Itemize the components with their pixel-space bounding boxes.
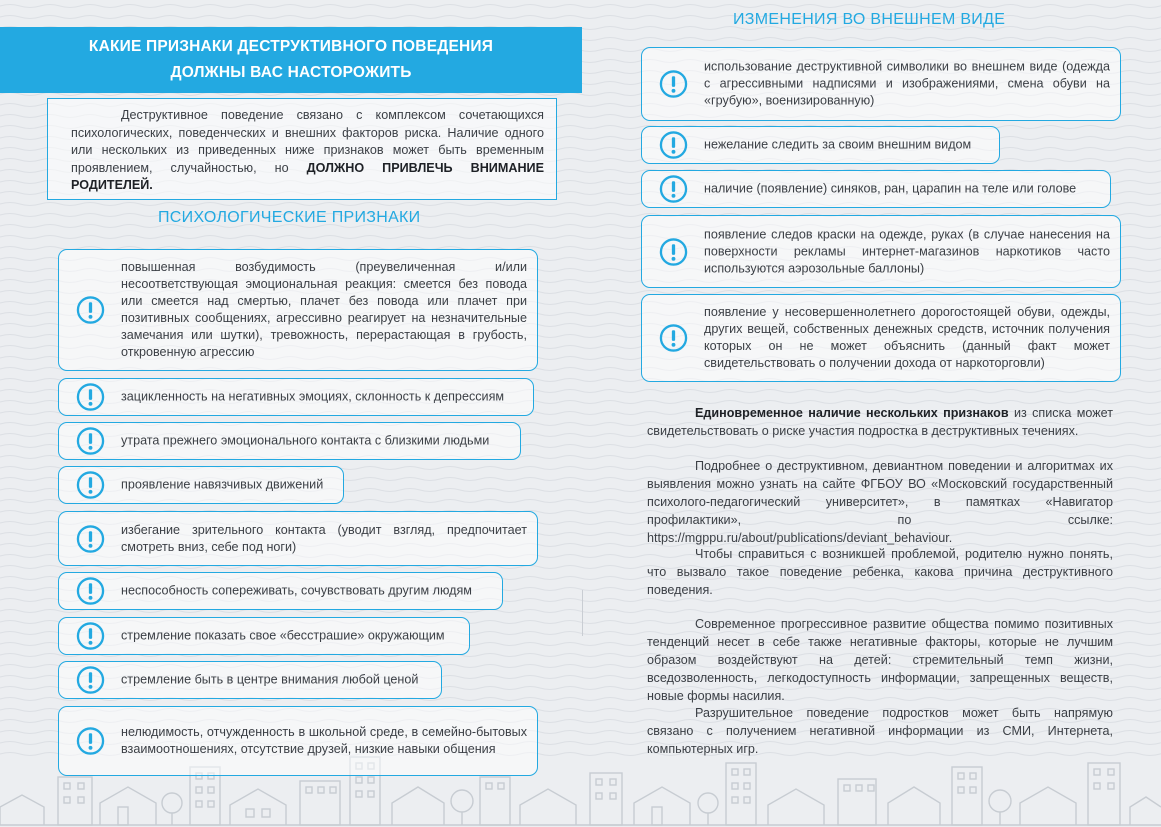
exclamation-circle-icon	[659, 70, 688, 99]
left-sign-1	[58, 249, 538, 371]
exclamation-circle-icon	[76, 727, 105, 756]
left-sign-8-text: стремление быть в центре внимания любой ценой	[121, 672, 419, 687]
appearance-changes-heading: ИЗМЕНЕНИЯ ВО ВНЕШНЕМ ВИДЕ	[733, 11, 1006, 28]
right-sign-5	[641, 294, 1121, 382]
paragraph-5-text: Разрушительное поведение подростков может быть напрямую связано с получением негативной информации из СМИ, Интернета, компьютерных игр.	[647, 706, 1113, 756]
exclamation-circle-icon	[659, 131, 688, 160]
exclamation-circle-icon	[76, 383, 105, 412]
paragraph-2	[647, 457, 1113, 547]
left-sign-3-text: утрата прежнего эмоционального контакта с близкими людьми	[121, 433, 490, 448]
left-sign-5-text: избегание зрительного контакта (уводит взгляд, предпочитает смотреть вниз, себе под ноги)	[121, 522, 527, 554]
exclamation-circle-icon	[659, 237, 688, 266]
title-line-2: ДОЛЖНЫ ВАС НАСТОРОЖИТЬ	[170, 64, 412, 81]
right-sign-3	[641, 170, 1111, 208]
intro-box	[47, 98, 557, 200]
exclamation-circle-icon	[76, 666, 105, 695]
right-sign-2	[641, 126, 1000, 164]
title-banner	[0, 27, 582, 93]
left-sign-4-text: проявление навязчивых движений	[121, 477, 324, 492]
exclamation-circle-icon	[76, 577, 105, 606]
paragraph-1	[647, 404, 1113, 440]
right-sign-3-text: наличие (появление) синяков, ран, царапин на теле или голове	[704, 181, 1077, 196]
intro-bold-text: ДОЛЖНО ПРИВЛЕЧЬ ВНИМАНИЕ РОДИТЕЛЕЙ.	[71, 160, 544, 192]
left-sign-2-text: зацикленность на негативных эмоциях, склонность к депрессиям	[121, 389, 505, 404]
right-sign-1-text: использование деструктивной символики во внешнем виде (одежда с агрессивными надписями и изображениями, смена обуви на «грубую», военизированную)	[704, 59, 1110, 108]
right-sign-2-text: нежелание следить за своим внешним видом	[704, 137, 972, 152]
left-sign-2	[58, 378, 534, 416]
paragraph-2-text: Подробнее о деструктивном, девиантном поведении и алгоритмах их выявления можно узнать на сайте ФГБОУ ВО «Московский государственный психолого-педагогический университет», в памятках «Навигатор профилактики», по ссылке: https://mgppu.ru/about/publications/deviant_behaviour.	[647, 459, 1113, 545]
left-sign-7-text: стремление показать свое «бесстрашие» окружающим	[121, 628, 445, 643]
exclamation-circle-icon	[76, 622, 105, 651]
paragraph-5	[647, 704, 1113, 758]
left-sign-4	[58, 466, 344, 504]
exclamation-circle-icon	[659, 324, 688, 353]
psychological-signs-heading: ПСИХОЛОГИЧЕСКИЕ ПРИЗНАКИ	[158, 209, 421, 226]
left-sign-7	[58, 617, 470, 655]
left-sign-6	[58, 572, 503, 610]
exclamation-circle-icon	[659, 175, 688, 204]
right-sign-4-text: появление следов краски на одежде, руках (в случае нанесения на поверхности рекламы интернет-магазинов наркотиков часто используются аэрозольные баллоны)	[704, 227, 1110, 275]
exclamation-circle-icon	[76, 427, 105, 456]
left-sign-8	[58, 661, 442, 699]
left-sign-3	[58, 422, 521, 460]
left-sign-6-text: неспособность сопереживать, сочувствовать другим людям	[121, 583, 472, 598]
exclamation-circle-icon	[76, 471, 105, 500]
left-sign-9	[58, 706, 538, 776]
intro-text: Деструктивное поведение связано с комплексом сочетающихся психологических, поведенческих и внешних факторов риска. Наличие одного или нескольких из приведенных ниже признаков может быть временным проявлением, случайностью, но	[71, 108, 544, 175]
left-sign-5	[58, 511, 538, 566]
paragraph-3-text: Чтобы справиться с возникшей проблемой, родителю нужно понять, что вызвало такое поведение ребенка, какова причина деструктивного поведения.	[647, 547, 1113, 597]
paragraph-3	[647, 545, 1113, 599]
exclamation-circle-icon	[76, 524, 105, 553]
page-fold-line	[582, 590, 583, 636]
paragraph-1-bold: Единовременное наличие нескольких признаков	[695, 406, 1009, 420]
left-sign-1-text: повышенная возбудимость (преувеличенная и/или несоответствующая эмоциональная реакция: смеется без повода или смеется над смертью, плачет без повода или плачет при позитивных сообщениях, агрессивно реагирует на незначительные замечания или шутки), тревожность, перерастающая в грубость, откровенную агрессию	[121, 260, 527, 359]
paragraph-1-rest: из списка может свидетельствовать о риске участия подростка в деструктивных течениях.	[647, 406, 1113, 438]
right-sign-1	[641, 47, 1121, 121]
left-sign-9-text: нелюдимость, отчужденность в школьной среде, в семейно-бытовых взаимоотношениях, отсутствие друзей, низкие навыки общения	[121, 725, 527, 756]
right-sign-4	[641, 215, 1121, 288]
right-sign-5-text: появление у несовершеннолетнего дорогостоящей обуви, одежды, других вещей, собственных денежных средств, источник получения которых он не может объяснить (данный факт может свидетельствовать о получении дохода от наркоторговли)	[704, 305, 1110, 370]
paragraph-4	[647, 615, 1113, 705]
paragraph-4-text: Современное прогрессивное развитие общества помимо позитивных тенденций несет в себе также негативные факторы, которые не лучшим образом воздействуют на детей: стремительный темп жизни, вседозволенность, легкодоступность информации, запрещенных веществ, новые формы насилия.	[647, 617, 1113, 703]
title-line-1: КАКИЕ ПРИЗНАКИ ДЕСТРУКТИВНОГО ПОВЕДЕНИЯ	[88, 38, 494, 55]
exclamation-circle-icon	[76, 296, 105, 325]
